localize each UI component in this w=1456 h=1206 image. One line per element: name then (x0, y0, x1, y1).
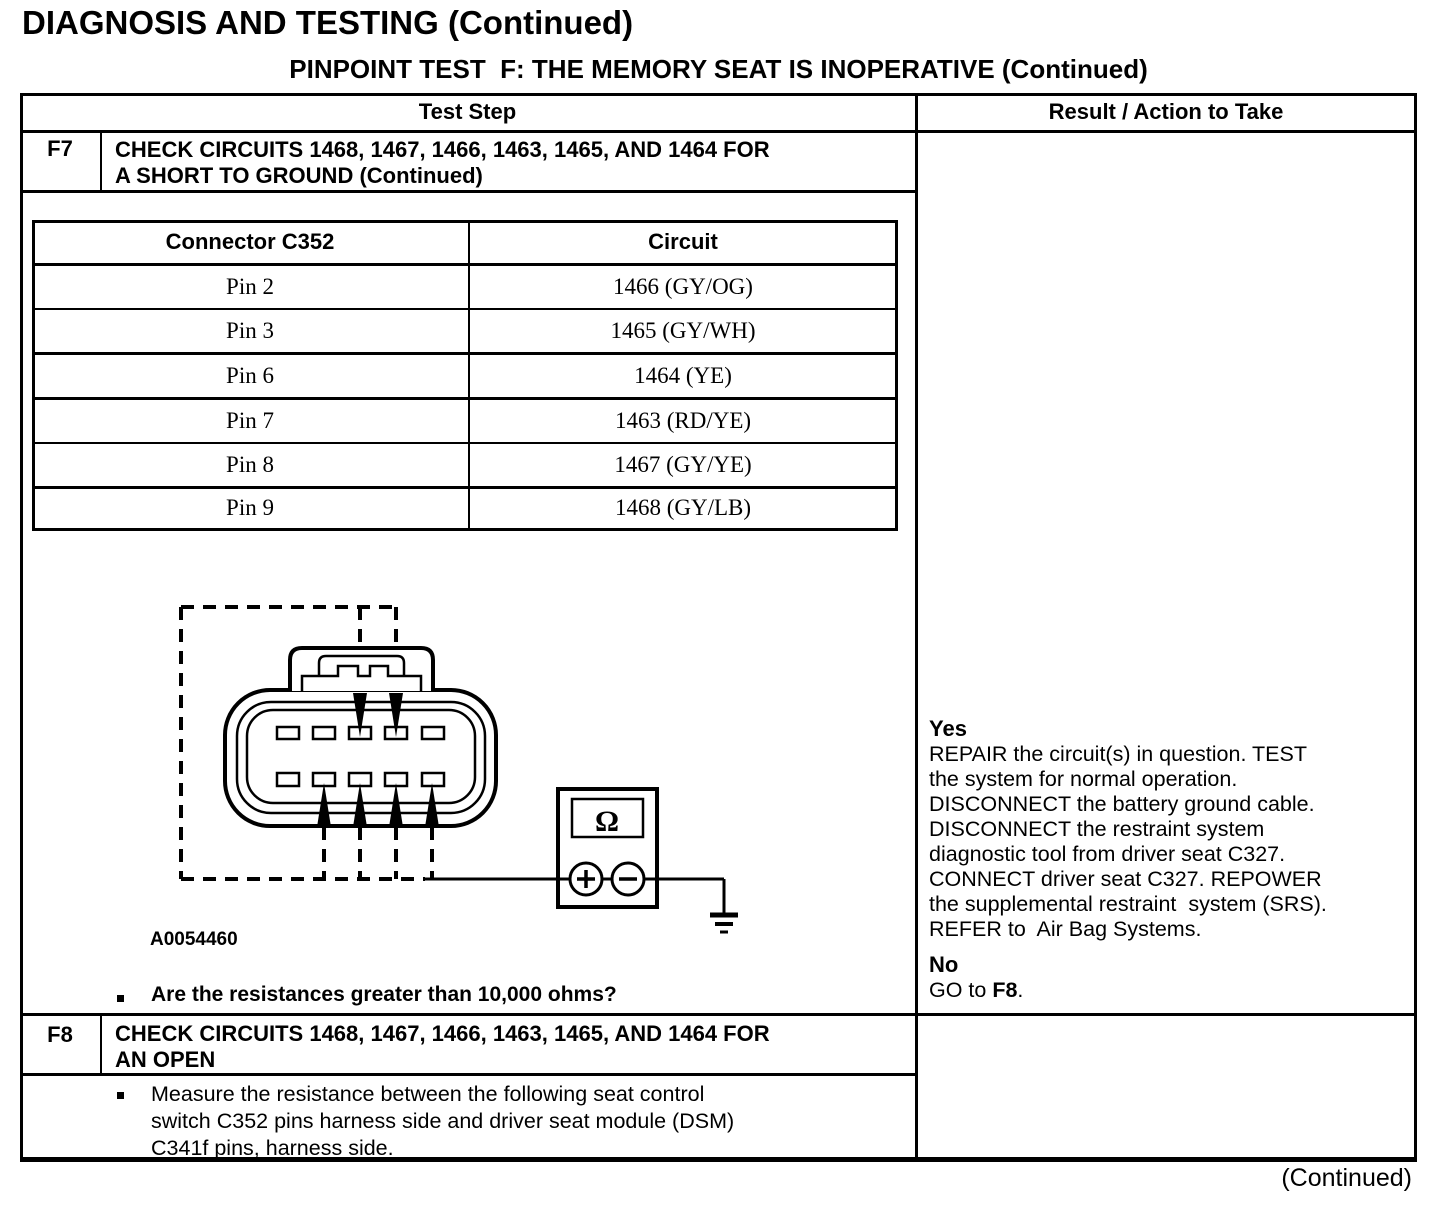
pin-cell: Pin 3 (226, 318, 274, 343)
table-row (32, 400, 898, 442)
f8-id-divider (100, 1016, 102, 1073)
circuit-cell: 1463 (RD/YE) (614, 408, 752, 433)
bullet-icon (117, 1092, 124, 1099)
continued-note: (Continued) (1281, 1164, 1412, 1192)
pin-cell: Pin 2 (226, 273, 274, 299)
pin-cell: Pin 7 (226, 408, 274, 433)
yes-action-line: DISCONNECT the restraint system (929, 817, 1265, 841)
f7-question: Are the resistances greater than 10,000 ohms? (151, 983, 617, 1006)
table-column-divider (915, 93, 918, 1162)
no-action-prefix: GO to (929, 978, 993, 1002)
circuit-header-cell: Circuit (648, 228, 718, 254)
step-f7-id: F7 (47, 136, 73, 161)
yes-action-line: REFER to Air Bag Systems. (929, 917, 1202, 941)
table-row (32, 265, 898, 308)
yes-action-line: the system for normal operation. (929, 767, 1238, 791)
f7-title-line2: A SHORT TO GROUND (Continued) (115, 163, 483, 188)
f8-title-line2: AN OPEN (115, 1047, 216, 1072)
yes-label: Yes (929, 716, 967, 741)
circuit-cell: 1465 (GY/WH) (610, 318, 756, 343)
no-action-target: F8 (992, 978, 1018, 1002)
f8-bullet-line2: switch C352 pins harness side and driver seat module (DSM) (151, 1109, 735, 1133)
header-row-divider (20, 130, 1417, 133)
connector-test-figure (140, 565, 780, 960)
inner-border-bottom (32, 528, 898, 531)
circuit-cell: 1468 (GY/LB) (614, 495, 752, 520)
yes-action-line: the supplemental restraint system (SRS). (929, 892, 1327, 916)
f8-row-top-divider (20, 1013, 1417, 1016)
step-f8-id: F8 (47, 1022, 73, 1047)
connector-diagram (225, 648, 496, 827)
test-step-header: Test Step (418, 98, 517, 124)
page-title: DIAGNOSIS AND TESTING (Continued) (22, 4, 634, 41)
table-border-right (1414, 93, 1417, 1162)
yes-action-line: diagnostic tool from driver seat C327. (929, 842, 1286, 866)
result-action-cell (929, 716, 1407, 1003)
table-border-left (20, 93, 23, 1162)
ground-icon (710, 879, 738, 932)
yes-action-line: REPAIR the circuit(s) in question. TEST (929, 742, 1307, 766)
circuit-cell: 1464 (YE) (634, 363, 732, 388)
connector-header-cell: Connector C352 (165, 228, 335, 254)
yes-action-line: DISCONNECT the battery ground cable. (929, 792, 1315, 816)
f7-id-divider (100, 133, 102, 190)
table-row (32, 310, 898, 352)
inner-header-row (32, 220, 898, 263)
figure-label: A0054460 (150, 929, 238, 950)
table-row (32, 488, 898, 528)
ohm-symbol: Ω (594, 805, 620, 838)
circuit-cell: 1467 (GY/YE) (614, 452, 752, 477)
f8-title-line1: CHECK CIRCUITS 1468, 1467, 1466, 1463, 1465, AND 1464 FOR (115, 1021, 770, 1046)
pin-cell: Pin 9 (226, 495, 274, 520)
table-row (32, 355, 898, 397)
result-action-header: Result / Action to Take (1048, 98, 1284, 124)
no-action-suffix: . (1017, 978, 1024, 1002)
f8-row-bottom-divider (20, 1073, 915, 1076)
circuit-cell: 1466 (GY/OG) (613, 273, 753, 299)
bullet-icon (117, 995, 124, 1002)
pin-cell: Pin 8 (226, 452, 274, 477)
no-action-line (929, 978, 1407, 1003)
f8-bullet-line1: Measure the resistance between the following seat control (151, 1082, 705, 1106)
pinpoint-test-subtitle: PINPOINT TEST F: THE MEMORY SEAT IS INOPERATIVE (Continued) (289, 54, 1148, 84)
yes-action-line: CONNECT driver seat C327. REPOWER (929, 867, 1322, 891)
f7-row-divider (20, 190, 915, 193)
f8-bullet-line3: C341f pins, harness side. (151, 1136, 394, 1160)
f7-title-line1: CHECK CIRCUITS 1468, 1467, 1466, 1463, 1465, AND 1464 FOR (115, 137, 770, 162)
no-label: No (929, 952, 959, 977)
connector-circuit-table (32, 220, 898, 531)
pin-cell: Pin 6 (226, 363, 274, 388)
table-row (32, 444, 898, 486)
